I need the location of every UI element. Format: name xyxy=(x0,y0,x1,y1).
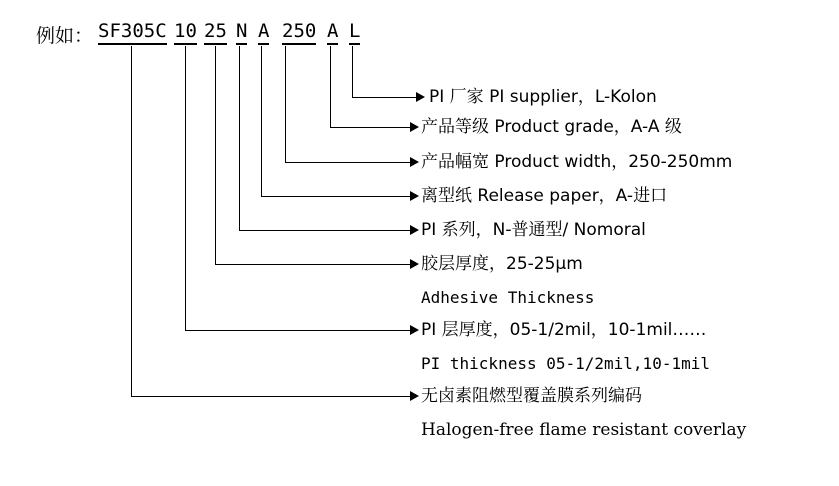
leader-line-product-grade-vertical xyxy=(330,46,331,127)
code-segment-pi-series: N xyxy=(236,20,247,45)
callout-series-code-line2: Halogen-free flame resistant coverlay xyxy=(421,420,747,440)
leader-line-pi-series-horizontal xyxy=(239,230,412,231)
leader-line-product-grade-horizontal xyxy=(330,127,412,128)
leader-arrow-release-paper xyxy=(410,191,419,201)
leader-arrow-pi-series xyxy=(410,225,419,235)
leader-arrow-series-code xyxy=(410,391,419,401)
code-segment-pi-supplier: L xyxy=(349,20,360,45)
callout-adhesive-thickness-line1: 胶层厚度，25-25μm xyxy=(421,254,583,274)
leader-line-release-paper-vertical xyxy=(261,46,262,196)
leader-line-adhesive-thickness-vertical xyxy=(215,46,216,264)
leader-arrow-adhesive-thickness xyxy=(410,259,419,269)
callout-pi-thickness-line1: PI 层厚度，05-1/2mil，10-1mil…… xyxy=(421,320,707,340)
leader-line-series-code-horizontal xyxy=(131,396,412,397)
code-segment-series: SF305C xyxy=(98,20,167,45)
callout-product-width-line1: 产品幅宽 Product width，250-250mm xyxy=(421,152,733,172)
callout-pi-series-line1: PI 系列，N-普通型/ Nomoral xyxy=(421,220,646,240)
leader-line-pi-thickness-horizontal xyxy=(185,330,412,331)
leader-arrow-pi-thickness xyxy=(410,325,419,335)
leader-line-pi-thickness-vertical xyxy=(185,46,186,330)
leader-line-series-code-vertical xyxy=(131,46,132,396)
leader-arrow-product-width xyxy=(410,157,419,167)
leader-line-pi-supplier-vertical xyxy=(352,46,353,97)
code-segment-product-grade: A xyxy=(327,20,338,45)
leader-arrow-product-grade xyxy=(410,122,419,132)
code-segment-adhesive-thickness: 25 xyxy=(204,20,227,45)
callout-product-grade-line1: 产品等级 Product grade，A-A 级 xyxy=(421,117,682,137)
callout-release-paper-line1: 离型纸 Release paper，A-进口 xyxy=(421,186,668,206)
code-segment-product-width: 250 xyxy=(282,20,316,45)
callout-pi-thickness-line2: PI thickness 05-1/2mil,10-1mil xyxy=(421,354,710,373)
code-segment-release-paper: A xyxy=(258,20,269,45)
callout-adhesive-thickness-line2: Adhesive Thickness xyxy=(421,288,595,307)
leader-line-product-width-horizontal xyxy=(285,162,412,163)
callout-pi-supplier-line1: PI 厂家 PI supplier，L-Kolon xyxy=(429,87,657,107)
leader-line-pi-series-vertical xyxy=(239,46,240,230)
code-segment-pi-thickness: 10 xyxy=(174,20,197,45)
leader-line-pi-supplier-horizontal xyxy=(352,97,418,98)
example-label: 例如： xyxy=(36,25,94,47)
leader-arrow-pi-supplier xyxy=(416,92,425,102)
leader-line-release-paper-horizontal xyxy=(261,196,412,197)
callout-series-code-line1: 无卤素阻燃型覆盖膜系列编码 xyxy=(421,386,642,406)
leader-line-product-width-vertical xyxy=(285,46,286,162)
leader-line-adhesive-thickness-horizontal xyxy=(215,264,412,265)
